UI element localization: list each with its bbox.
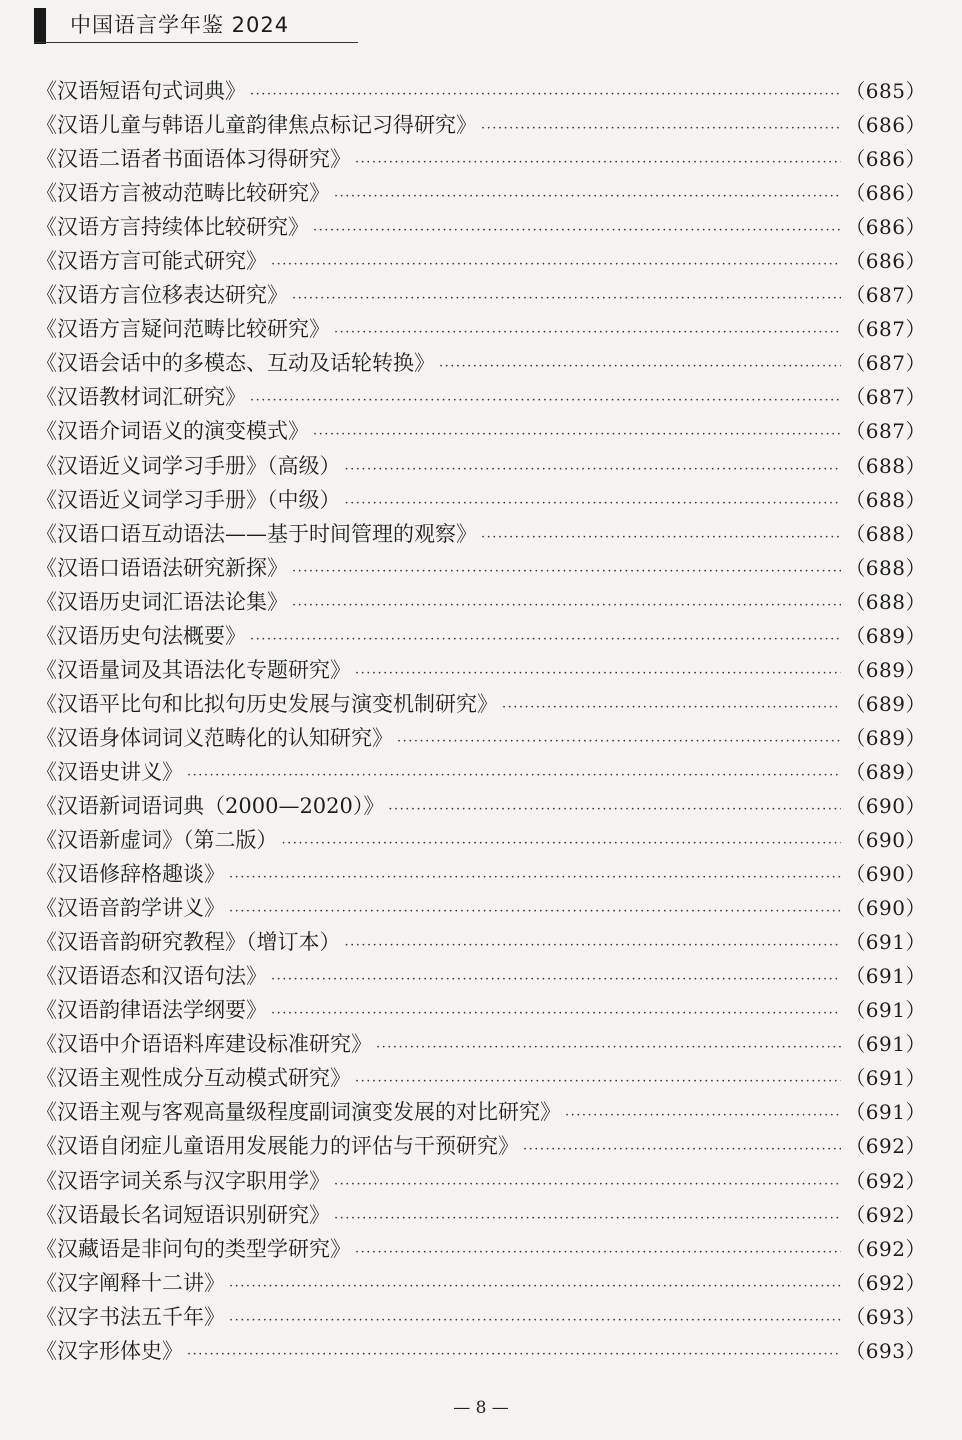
entry-title: 《汉语历史词汇语法论集》 (36, 589, 288, 614)
toc-entry (36, 721, 926, 755)
entry-title: 《汉语韵律语法学纲要》 (36, 998, 267, 1023)
toc-entry (36, 1266, 926, 1300)
toc-entry (36, 1061, 926, 1095)
toc-entry (36, 380, 926, 414)
entry-page-number: （688） (845, 487, 926, 512)
dot-leader (355, 657, 841, 691)
entry-page-number: （689） (845, 691, 926, 716)
entry-title: 《汉藏语是非问句的类型学研究》 (36, 1236, 351, 1261)
entry-page-number: （686） (845, 147, 926, 172)
entry-page-number: （689） (845, 759, 926, 784)
entry-page-number: （691） (845, 998, 926, 1023)
entry-page-number: （691） (845, 1066, 926, 1091)
dot-leader (271, 248, 841, 282)
entry-page-number: （689） (845, 623, 926, 648)
toc-entry (36, 108, 926, 142)
entry-page-number: （689） (845, 725, 926, 750)
entry-page-number: （690） (845, 896, 926, 921)
dot-leader (355, 1065, 841, 1099)
entry-title: 《汉语音韵研究教程》（增订本） (36, 930, 341, 955)
dot-leader (376, 1031, 841, 1065)
entry-page-number: （690） (845, 828, 926, 853)
toc-entry (36, 1232, 926, 1266)
dot-leader (271, 997, 841, 1031)
entry-title: 《汉语自闭症儿童语用发展能力的评估与干预研究》 (36, 1134, 519, 1159)
entry-page-number: （687） (845, 317, 926, 342)
entry-title: 《汉语语态和汉语句法》 (36, 964, 267, 989)
entry-title: 《汉语历史句法概要》 (36, 623, 246, 648)
toc-entry (36, 1095, 926, 1129)
entry-page-number: （687） (845, 351, 926, 376)
dot-leader (271, 963, 841, 997)
entry-page-number: （691） (845, 1100, 926, 1125)
running-header: 中国语言学年鉴 2024 (70, 13, 290, 37)
dot-leader (355, 1236, 841, 1270)
dot-leader (565, 1099, 841, 1133)
entry-title: 《汉语音韵学讲义》 (36, 896, 225, 921)
dot-leader (229, 1270, 841, 1304)
entry-page-number: （688） (845, 555, 926, 580)
entry-title: 《汉字阐释十二讲》 (36, 1270, 225, 1295)
dot-leader (250, 384, 841, 418)
dot-leader (187, 1338, 841, 1372)
entry-page-number: （692） (845, 1168, 926, 1193)
entry-title: 《汉语口语互动语法——基于时间管理的观察》 (36, 521, 477, 546)
entry-title: 《汉语方言被动范畴比较研究》 (36, 181, 330, 206)
table-of-contents (36, 74, 926, 1368)
toc-entry (36, 789, 926, 823)
toc-entry (36, 619, 926, 653)
dot-leader (250, 623, 841, 657)
toc-entry (36, 959, 926, 993)
toc-entry (36, 1027, 926, 1061)
dot-leader (292, 589, 841, 623)
entry-title: 《汉语方言持续体比较研究》 (36, 215, 309, 240)
dot-leader (397, 725, 841, 759)
dot-leader (345, 487, 842, 521)
entry-title: 《汉语方言疑问范畴比较研究》 (36, 317, 330, 342)
toc-entry (36, 312, 926, 346)
entry-page-number: （686） (845, 249, 926, 274)
toc-entry (36, 1164, 926, 1198)
entry-title: 《汉语量词及其语法化专题研究》 (36, 657, 351, 682)
toc-entry (36, 1300, 926, 1334)
dot-leader (345, 929, 842, 963)
dot-leader (334, 1202, 841, 1236)
entry-title: 《汉语方言可能式研究》 (36, 249, 267, 274)
dot-leader (229, 895, 841, 929)
toc-entry (36, 210, 926, 244)
entry-title: 《汉语近义词学习手册》（中级） (36, 487, 341, 512)
entry-page-number: （686） (845, 113, 926, 138)
dot-leader (229, 1304, 841, 1338)
entry-title: 《汉语会话中的多模态、互动及话轮转换》 (36, 351, 435, 376)
entry-title: 《汉字书法五千年》 (36, 1304, 225, 1329)
toc-entry (36, 857, 926, 891)
toc-entry (36, 585, 926, 619)
toc-entry (36, 414, 926, 448)
entry-page-number: （687） (845, 283, 926, 308)
dot-leader (345, 453, 842, 487)
page-number: — 8 — (453, 1398, 509, 1418)
toc-entry (36, 517, 926, 551)
dot-leader (282, 827, 842, 861)
dot-leader (250, 78, 841, 112)
dot-leader (292, 282, 841, 316)
entry-title: 《汉语新词语词典（2000—2020）》 (36, 793, 385, 818)
dot-leader (334, 1168, 841, 1202)
entry-page-number: （687） (845, 385, 926, 410)
entry-page-number: （692） (845, 1134, 926, 1159)
dot-leader (388, 793, 841, 827)
toc-entry (36, 925, 926, 959)
dot-leader (292, 555, 841, 589)
entry-page-number: （693） (845, 1338, 926, 1363)
entry-title: 《汉语主观与客观高量级程度副词演变发展的对比研究》 (36, 1100, 561, 1125)
entry-page-number: （692） (845, 1270, 926, 1295)
entry-page-number: （693） (845, 1304, 926, 1329)
entry-page-number: （691） (845, 1032, 926, 1057)
dot-leader (187, 759, 841, 793)
entry-page-number: （692） (845, 1202, 926, 1227)
toc-entry (36, 755, 926, 789)
dot-leader (439, 350, 841, 384)
entry-title: 《汉语口语语法研究新探》 (36, 555, 288, 580)
entry-page-number: （690） (845, 862, 926, 887)
toc-entry (36, 346, 926, 380)
entry-title: 《汉语史讲义》 (36, 759, 183, 784)
dot-leader (502, 691, 841, 725)
entry-page-number: （690） (845, 793, 926, 818)
dot-leader (481, 521, 841, 555)
dot-leader (355, 146, 841, 180)
entry-title: 《汉语方言位移表达研究》 (36, 283, 288, 308)
entry-title: 《汉语教材词汇研究》 (36, 385, 246, 410)
entry-page-number: （688） (845, 453, 926, 478)
dot-leader (334, 316, 841, 350)
toc-entry (36, 142, 926, 176)
toc-entry (36, 1129, 926, 1163)
entry-title: 《汉语儿童与韩语儿童韵律焦点标记习得研究》 (36, 113, 477, 138)
dot-leader (229, 861, 841, 895)
toc-entry (36, 483, 926, 517)
entry-page-number: （686） (845, 215, 926, 240)
entry-title: 《汉语身体词词义范畴化的认知研究》 (36, 725, 393, 750)
entry-title: 《汉语介词语义的演变模式》 (36, 419, 309, 444)
toc-entry (36, 687, 926, 721)
toc-entry (36, 176, 926, 210)
toc-entry (36, 823, 926, 857)
entry-page-number: （691） (845, 964, 926, 989)
dot-leader (523, 1133, 841, 1167)
toc-entry (36, 1334, 926, 1368)
entry-title: 《汉语字词关系与汉字职用学》 (36, 1168, 330, 1193)
entry-page-number: （689） (845, 657, 926, 682)
entry-page-number: （688） (845, 521, 926, 546)
entry-title: 《汉语主观性成分互动模式研究》 (36, 1066, 351, 1091)
toc-entry (36, 1198, 926, 1232)
entry-title: 《汉语短语句式词典》 (36, 79, 246, 103)
entry-page-number: （691） (845, 930, 926, 955)
toc-entry (36, 551, 926, 585)
dot-leader (313, 214, 841, 248)
toc-entry (36, 891, 926, 925)
entry-title: 《汉语最长名词短语识别研究》 (36, 1202, 330, 1227)
entry-page-number: （687） (845, 419, 926, 444)
toc-entry (36, 449, 926, 483)
dot-leader (334, 180, 841, 214)
dot-leader (313, 418, 841, 452)
entry-page-number: （688） (845, 589, 926, 614)
entry-page-number: （685） (845, 79, 926, 103)
entry-title: 《汉语新虚词》（第二版） (36, 828, 278, 853)
entry-title: 《汉语近义词学习手册》（高级） (36, 453, 341, 478)
toc-entry (36, 244, 926, 278)
dot-leader (481, 112, 841, 146)
entry-page-number: （686） (845, 181, 926, 206)
entry-title: 《汉字形体史》 (36, 1338, 183, 1363)
entry-title: 《汉语中介语语料库建设标准研究》 (36, 1032, 372, 1057)
entry-title: 《汉语修辞格趣谈》 (36, 862, 225, 887)
header-rule (34, 42, 358, 43)
header-bar (34, 8, 46, 44)
toc-entry (36, 653, 926, 687)
entry-title: 《汉语二语者书面语体习得研究》 (36, 147, 351, 172)
toc-entry (36, 74, 926, 108)
toc-entry (36, 993, 926, 1027)
toc-entry (36, 278, 926, 312)
entry-title: 《汉语平比句和比拟句历史发展与演变机制研究》 (36, 691, 498, 716)
entry-page-number: （692） (845, 1236, 926, 1261)
